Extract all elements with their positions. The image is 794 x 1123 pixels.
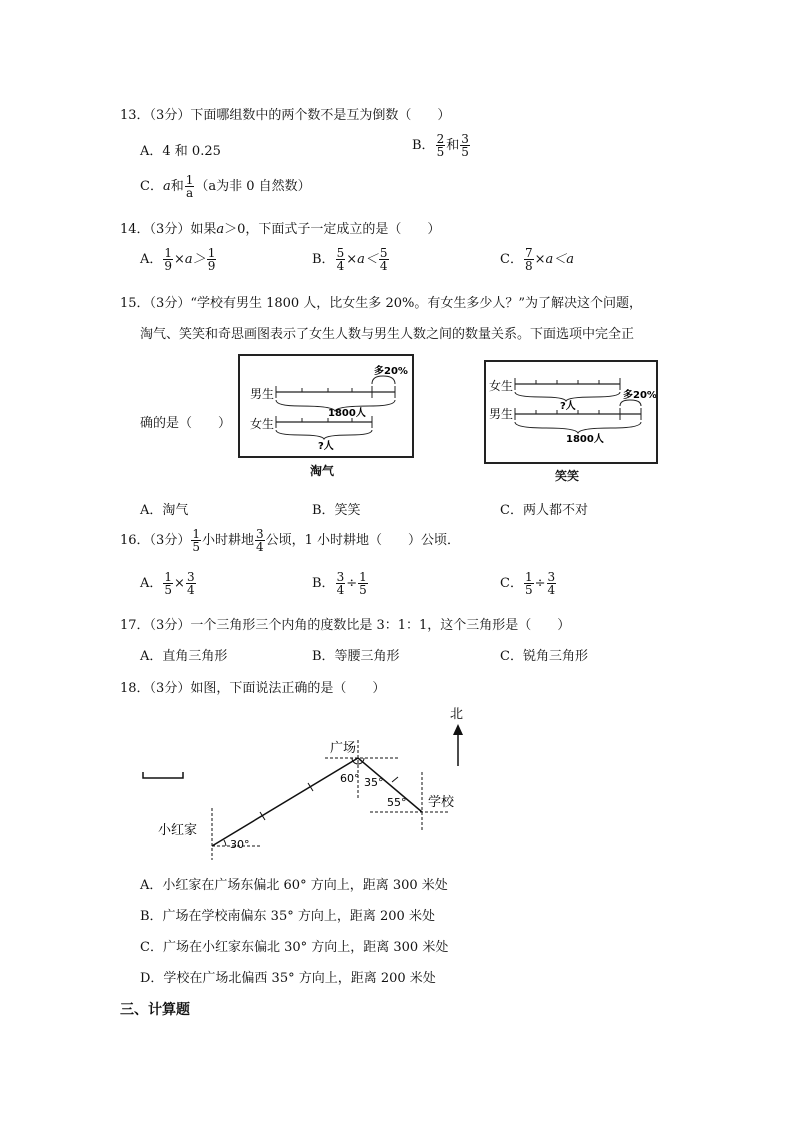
taoqi-female-label: 女生 — [250, 417, 275, 431]
xiaoxiao-unknown-label: ?人 — [560, 401, 576, 412]
taoqi-unknown-label: ?人 — [318, 441, 334, 452]
q16-stem: 16．（3分） $\frac{1}{5}$ 小时耕地 $\frac{3}{4}$ 公顷，1 小时耕地（ ）公顷． — [120, 527, 461, 554]
q15-option-c: C．两人都不对 — [500, 503, 588, 518]
q15-figure-xiaoxiao — [484, 360, 658, 464]
q18-option-d: D．学校在广场北偏西 35° 方向上，距离 200 米处 — [140, 971, 436, 986]
taoqi-male-label: 男生 — [250, 387, 275, 401]
q17-option-c: C．锐角三角形 — [500, 649, 588, 664]
angle-60-label: 60° — [340, 772, 360, 785]
q14-stem: 14．（3分）如果a＞0，下面式子一定成立的是（ ） — [120, 222, 441, 237]
q14-option-b: B． $\frac{5}{4}$ ×a＜ $\frac{5}{4}$ — [312, 246, 388, 273]
xiaoxiao-male-label: 男生 — [489, 407, 514, 421]
taoqi-diagram — [240, 356, 412, 456]
q15-stem-line1: 15．（3分）“学校有男生 1800 人，比女生多 20%。有女生多少人？”为了解决这个问题， — [120, 296, 642, 311]
q13-option-b: B． $\frac{2}{5}$ 和 $\frac{3}{5}$ — [412, 132, 469, 159]
q15-option-a: A．淘气 — [140, 503, 189, 518]
q18-option-c: C．广场在小红家东偏北 30° 方向上，距离 300 米处 — [140, 940, 449, 955]
scale-bar — [143, 772, 183, 778]
q18-option-b: B．广场在学校南偏东 35° 方向上，距离 200 米处 — [140, 909, 435, 924]
taoqi-more-label: 多20% — [374, 366, 408, 377]
q15-caption-xiaoxiao: 笑笑 — [555, 469, 580, 483]
q13-option-c: C．a和 $\frac{1}{a}$ （a为非 0 自然数） — [140, 173, 311, 200]
q17-stem: 17．（3分）一个三角形三个内角的度数比是 3：1：1，这个三角形是（ ） — [120, 618, 571, 633]
q15-stem-line2: 淘气、笑笑和奇思画图表示了女生人数与男生人数之间的数量关系。下面选项中完全正 — [140, 327, 635, 342]
north-label: 北 — [450, 707, 464, 722]
q15-caption-taoqi: 淘气 — [310, 464, 335, 478]
q14-option-c: C． $\frac{7}{8}$ ×a＜a — [500, 246, 574, 273]
q16-option-c: C． $\frac{1}{5}$ ÷ $\frac{3}{4}$ — [500, 570, 556, 597]
q15-figure-taoqi — [238, 354, 414, 458]
school-label: 学校 — [428, 795, 455, 810]
q15-option-b: B．笑笑 — [312, 503, 361, 518]
q16-option-a: A． $\frac{1}{5}$ × $\frac{3}{4}$ — [140, 570, 195, 597]
q16-option-b: B． $\frac{3}{4}$ ÷ $\frac{1}{5}$ — [312, 570, 367, 597]
q13-stem: 13．（3分）下面哪组数中的两个数不是互为倒数（ ） — [120, 108, 451, 123]
angle-55-label: 55° — [387, 796, 407, 809]
q18-stem: 18．（3分）如图，下面说法正确的是（ ） — [120, 681, 386, 696]
xiaoxiao-total-label: 1800人 — [566, 434, 604, 445]
taoqi-total-label: 1800人 — [328, 408, 366, 419]
angle-35-label: 35° — [364, 776, 384, 789]
q18-option-a: A．小红家在广场东偏北 60° 方向上，距离 300 米处 — [140, 878, 448, 893]
section-3-heading: 三、计算题 — [120, 1002, 190, 1018]
q13-option-a: A．4 和 0.25 — [140, 144, 221, 159]
q17-option-a: A．直角三角形 — [140, 649, 228, 664]
q18-direction-figure — [130, 700, 490, 865]
home-plaza-line — [212, 758, 358, 846]
q17-option-b: B．等腰三角形 — [312, 649, 400, 664]
xiaoxiao-more-label: 多20% — [623, 390, 656, 401]
plaza-label: 广场 — [330, 741, 357, 756]
xiaoxiao-female-label: 女生 — [489, 379, 514, 393]
home-label: 小红家 — [158, 823, 198, 838]
xiaoxiao-diagram — [486, 362, 656, 462]
q15-stem-line3: 确的是（ ） — [140, 416, 232, 431]
angle-30-label: 30° — [230, 838, 250, 851]
q14-option-a: A． $\frac{1}{9}$ ×a＞ $\frac{1}{9}$ — [140, 246, 216, 273]
